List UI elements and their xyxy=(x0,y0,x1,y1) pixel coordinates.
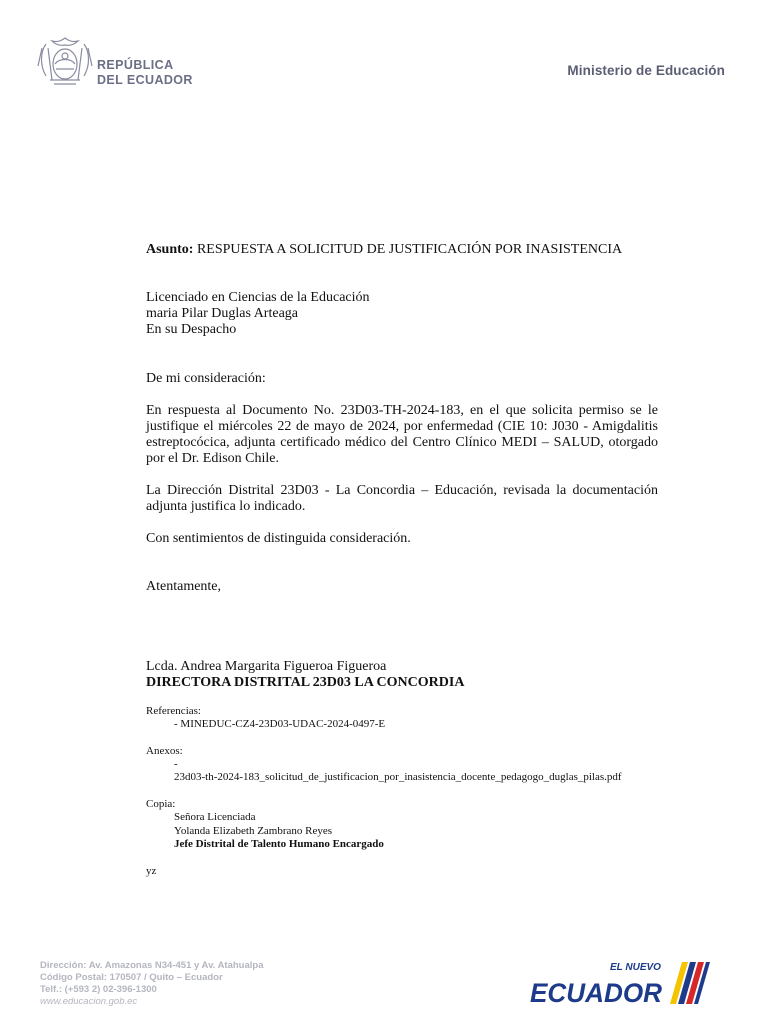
paragraph-direction: La Dirección Distrital 23D03 - La Concordia – Educación, revisada la documentación adjunta justifica lo indicado. xyxy=(146,483,658,514)
footer-postal: Código Postal: 170507 / Quito – Ecuador xyxy=(40,972,223,983)
copy-recipient-title: Señora Licenciada xyxy=(174,811,256,823)
closing-sentence: Con sentimientos de distinguida consideración. xyxy=(146,531,411,546)
signer-title: DIRECTORA DISTRITAL 23D03 LA CONCORDIA xyxy=(146,675,465,690)
subject-label: Asunto: xyxy=(146,242,194,257)
signer-name: Lcda. Andrea Margarita Figueroa Figueroa xyxy=(146,659,387,674)
flag-stripes-icon xyxy=(670,962,710,1004)
logo-big-text: ECUADOR xyxy=(530,978,663,1008)
ministry-name: Ministerio de Educación xyxy=(567,63,725,78)
republic-title-line1: REPÚBLICA xyxy=(97,58,174,72)
logo-small-text: EL NUEVO xyxy=(610,962,661,973)
ecuador-coat-of-arms-icon xyxy=(36,36,94,92)
footer-address: Dirección: Av. Amazonas N34-451 y Av. Atahualpa xyxy=(40,960,264,971)
references-label: Referencias: xyxy=(146,705,201,717)
recipient-title: Licenciado en Ciencias de la Educación xyxy=(146,290,370,305)
greeting: De mi consideración: xyxy=(146,371,266,386)
paragraph-response: En respuesta al Documento No. 23D03-TH-2024-183, en el que solicita permiso se le justifique el miércoles 22 de mayo de 2024, por enfermedad (CIE 10: J030 - Amigdalitis estreptocócica, adjunta certificado médico del Centro Clínico MEDI – SALUD, otorgado por el Dr. Edison Chile. xyxy=(146,403,658,466)
subject-line xyxy=(146,242,666,258)
copy-label: Copia: xyxy=(146,798,176,810)
copy-recipient-name: Yolanda Elizabeth Zambrano Reyes xyxy=(174,825,333,837)
references-item: - MINEDUC-CZ4-23D03-UDAC-2024-0497-E xyxy=(174,718,386,730)
typist-initials: yz xyxy=(146,865,157,877)
attachments-label: Anexos: xyxy=(146,745,183,757)
attachment-filename: 23d03-th-2024-183_solicitud_de_justificacion_por_inasistencia_docente_pedagogo_duglas_pilas.pdf xyxy=(174,771,622,783)
copy-recipient-role: Jefe Distrital de Talento Humano Encargado xyxy=(174,838,384,850)
attachments-dash: - xyxy=(174,758,178,770)
recipient-name: maria Pilar Duglas Arteaga xyxy=(146,306,299,321)
footer-phone: Telf.: (+593 2) 02-396-1300 xyxy=(40,984,157,995)
republic-title-line2: DEL ECUADOR xyxy=(97,73,193,87)
subject-text: RESPUESTA A SOLICITUD DE JUSTIFICACIÓN POR INASISTENCIA xyxy=(193,242,623,257)
el-nuevo-ecuador-logo xyxy=(530,958,714,1008)
footer-website: www.educacion.gob.ec xyxy=(40,996,138,1007)
farewell: Atentamente, xyxy=(146,579,222,594)
recipient-office: En su Despacho xyxy=(146,322,237,337)
